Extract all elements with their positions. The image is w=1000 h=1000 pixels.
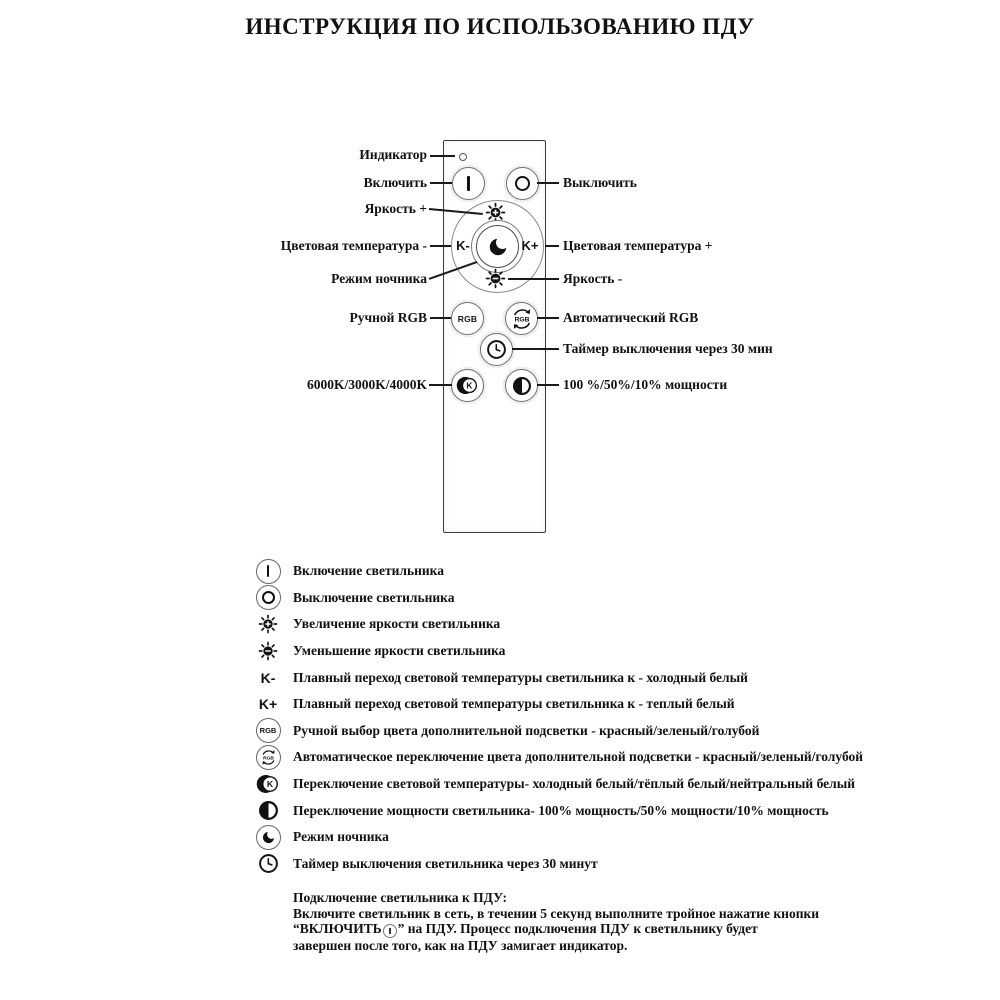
legend-row	[252, 664, 972, 691]
legend-text: Выключение светильника	[293, 589, 455, 605]
connector-line	[537, 317, 559, 319]
label-brightness-minus: Яркость -	[563, 271, 623, 286]
power-level-button	[505, 369, 538, 402]
connector-line	[430, 245, 451, 247]
legend-row	[252, 585, 972, 612]
connector-line	[430, 317, 451, 319]
legend-row	[252, 558, 972, 585]
power-on-button	[452, 167, 485, 200]
night-mode-icon	[256, 825, 281, 850]
pairing-heading: Подключение светильника к ПДУ:	[293, 890, 508, 905]
rgb-manual-icon: RGB	[256, 718, 281, 743]
rgb-manual-label: RGB	[457, 313, 478, 324]
timer-icon	[258, 853, 279, 874]
legend-text: Ручной выбор цвета дополнительной подсветки - красный/зеленый/голубой	[293, 722, 760, 738]
power-off-button	[506, 167, 539, 200]
legend-row	[252, 611, 972, 638]
night-mode-button-inner	[476, 225, 519, 268]
label-power-level: 100 %/50%/10% мощности	[563, 377, 728, 392]
timer-icon	[486, 339, 507, 360]
label-power-off: Выключить	[563, 175, 637, 190]
legend-text: Переключение световой температуры- холодный белый/тёплый белый/нейтральный белый	[293, 776, 856, 792]
pairing-line2: “ВКЛЮЧИТЬ ” на ПДУ. Процесс подключения ПДУ к светильнику будет	[293, 921, 758, 937]
power-on-icon	[383, 924, 397, 938]
rgb-auto-icon	[256, 745, 281, 770]
color-temp-toggle-icon	[456, 375, 479, 396]
k-plus-label: K+	[258, 696, 278, 713]
timer-button	[480, 333, 513, 366]
legend-text: Режим ночника	[293, 829, 389, 845]
brightness-plus-icon	[258, 614, 278, 634]
brightness-minus-icon	[485, 268, 506, 289]
power-on-icon	[467, 176, 470, 191]
legend	[252, 558, 972, 877]
legend-text: Плавный переход световой температуры светильника к - теплый белый	[293, 696, 735, 712]
label-power-on: Включить	[363, 175, 427, 190]
legend-text: Включение светильника	[293, 563, 444, 579]
power-on-icon	[256, 559, 281, 584]
legend-text: Увеличение яркости светильника	[293, 616, 501, 632]
label-color-temp-minus: Цветовая температура -	[280, 238, 427, 253]
legend-row	[252, 771, 972, 798]
night-mode-icon	[487, 236, 509, 258]
color-temp-toggle-button	[451, 369, 484, 402]
connector-line	[512, 348, 559, 350]
legend-text: Переключение мощности светильника- 100% мощность/50% мощности/10% мощность	[293, 802, 829, 818]
label-indicator: Индикатор	[359, 147, 427, 162]
pairing-line1: Включите светильник в сеть, в течении 5 секунд выполните тройное нажатие кнопки	[293, 905, 820, 921]
legend-row	[252, 691, 972, 718]
k-minus-button: K-	[456, 238, 470, 253]
rgb-auto-button	[505, 302, 538, 335]
connector-line	[430, 182, 452, 184]
rgb-auto-icon	[509, 306, 535, 332]
legend-row	[252, 718, 972, 745]
label-brightness-plus: Яркость +	[364, 201, 427, 216]
page-title: ИНСТРУКЦИЯ ПО ИСПОЛЬЗОВАНИЮ ПДУ	[245, 14, 755, 39]
label-color-temp-plus: Цветовая температура +	[563, 238, 713, 253]
connector-line	[537, 384, 559, 386]
power-off-icon	[515, 176, 530, 191]
legend-text: Уменьшение яркости светильника	[293, 643, 506, 659]
pairing-line3: завершен после того, как на ПДУ замигает индикатор.	[293, 937, 628, 953]
connector-line	[545, 245, 559, 247]
legend-text: Автоматическое переключение цвета дополнительной подсветки - красный/зеленый/голубой	[293, 749, 864, 765]
legend-row	[252, 638, 972, 665]
label-6000k: 6000K/3000K/4000K	[306, 377, 427, 392]
connector-line	[430, 155, 455, 157]
connector-line	[537, 182, 559, 184]
brightness-minus-icon	[258, 641, 278, 661]
label-rgb-manual: Ручной RGB	[349, 310, 427, 325]
k-plus-button: K+	[521, 238, 539, 253]
k-minus-label: K-	[260, 669, 276, 686]
power-level-icon	[258, 800, 279, 821]
rgb-manual-button	[451, 302, 484, 335]
power-off-icon	[256, 585, 281, 610]
legend-row	[252, 851, 972, 878]
legend-row	[252, 797, 972, 824]
pairing-instructions	[293, 890, 913, 954]
legend-text: Плавный переход световой температуры светильника к - холодный белый	[293, 669, 748, 685]
connector-line	[429, 384, 452, 386]
label-rgb-auto: Автоматический RGB	[563, 310, 699, 325]
connector-line	[508, 278, 559, 280]
power-level-icon	[512, 376, 532, 396]
legend-row	[252, 744, 972, 771]
legend-row	[252, 824, 972, 851]
legend-text: Таймер выключения светильника через 30 минут	[293, 855, 598, 871]
label-timer: Таймер выключения через 30 мин	[563, 341, 773, 356]
indicator-dot	[459, 153, 467, 161]
label-night-mode: Режим ночника	[331, 271, 427, 286]
color-temp-toggle-icon	[256, 773, 280, 795]
